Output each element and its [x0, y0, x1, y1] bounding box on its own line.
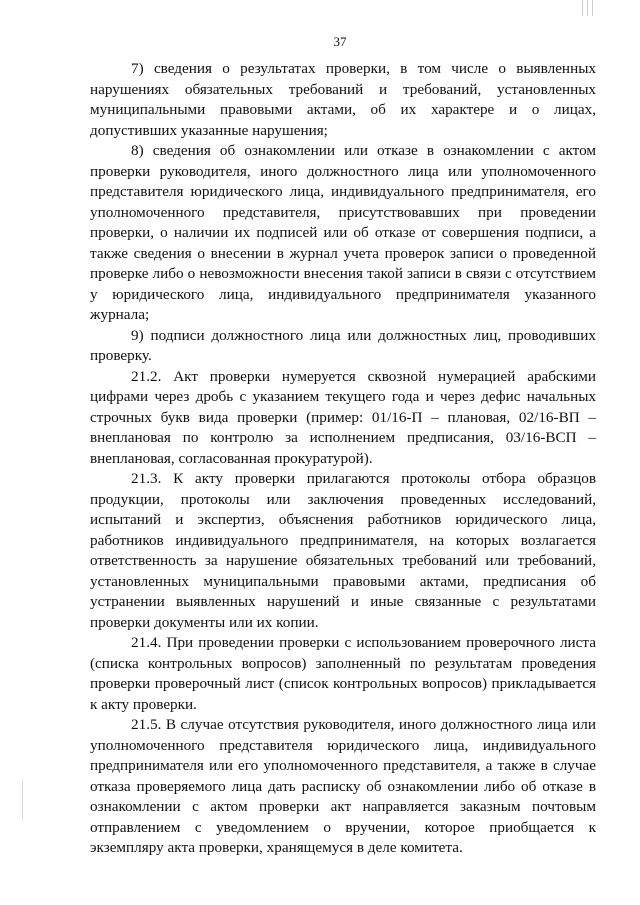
paragraph-21-5: 21.5. В случае отсутствия руководителя, иного должностного лица или уполномоченного представителя юридического лица, индивидуального предпринимателя или его уполномоченного представителя, а также в случае отказа проверяемого лица дать расписку об ознакомлении либо об отказе в ознакомлении с актом проверки акт направляется заказным почтовым отправлением с уведомлением о вручении, которое приобщается к экземпляру акта проверки, хранящемуся в деле комитета. — [90, 716, 596, 856]
paragraph-item-8: 8) сведения об ознакомлении или отказе в ознакомлении с актом проверки руководителя, иного должностного лица или уполномоченного представителя юридического лица, индивидуального предпринимателя, его уполномоченного представителя, присутствовавших при проведении проверки, о наличии их подписей или об отказе от совершения подписи, а также сведения о внесении в журнал учета проверок записи о проведенной проверке либо о невозможности внесения такой записи в связи с отсутствием у юридического лица, индивидуального предпринимателя указанного журнала; — [90, 142, 596, 323]
paragraph-21-3: 21.3. К акту проверки прилагаются протоколы отбора образцов продукции, протоколы или заключения проведенных исследований, испытаний и экспертиз, объяснения работников юридического лица, работников индивидуального предпринимателя, на которых возлагается ответственность за нарушение обязательных требований или требований, установленных муниципальными правовыми актами, предписания об устранении выявленных нарушений и иные связанные с результатами проверки документы или их копии. — [90, 470, 596, 631]
paragraph-item-9: 9) подписи должностного лица или должностных лиц, проводивших проверку. — [90, 326, 596, 364]
page-number: 37 — [333, 34, 347, 49]
scan-artifact-line — [22, 780, 23, 820]
paragraph-21-4: 21.4. При проведении проверки с использованием проверочного листа (списка контрольных вопросов) заполненный по результатам проведения проверки проверочный лист (список контрольных вопросов) прикладывается к акту проверки. — [90, 634, 596, 713]
paragraph-item-7: 7) сведения о результатах проверки, в том числе о выявленных нарушениях обязательных требований и требований, установленных муниципальными правовыми актами, об их характере и о лицах, допустивших указанные нарушения; — [90, 60, 596, 139]
paragraph-21-2: 21.2. Акт проверки нумеруется сквозной нумерацией арабскими цифрами через дробь с указанием текущего года и через дефис начальных строчных букв вида проверки (пример: 01/16-П – плановая, 02/16-ВП – внеплановая по контролю за исполнением предписания, 03/16-ВСП – внеплановая, согласованная прокуратурой). — [90, 367, 596, 467]
scan-edge-marks — [582, 0, 596, 16]
document-body — [90, 59, 596, 859]
